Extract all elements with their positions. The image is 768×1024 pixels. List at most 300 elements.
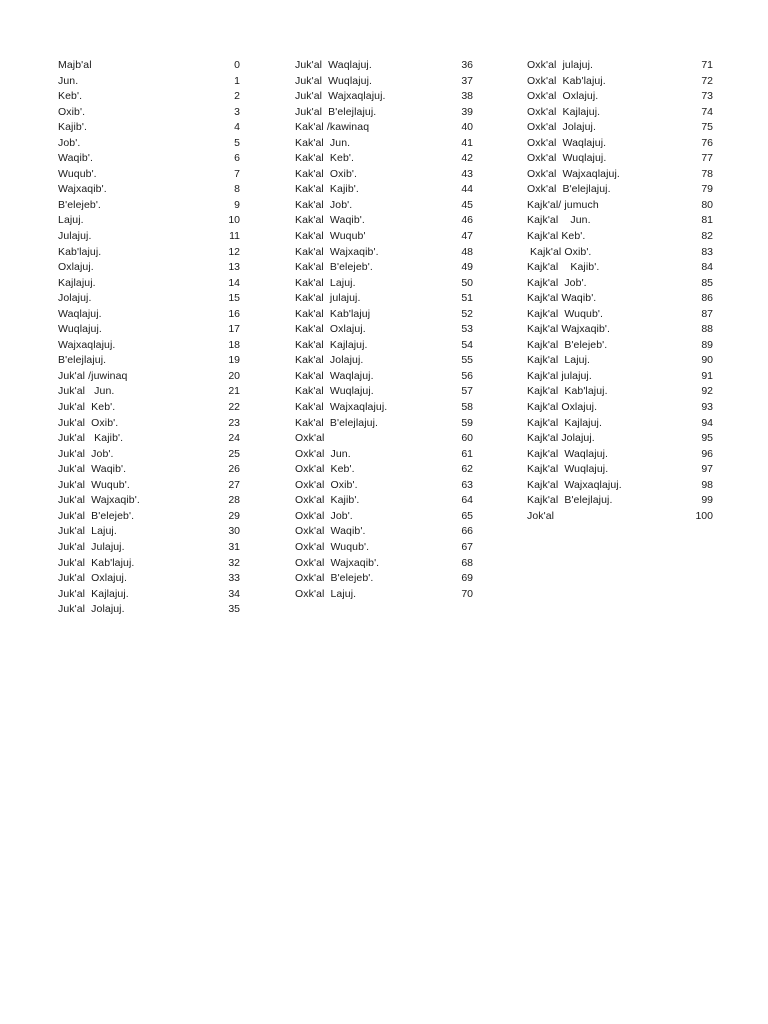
number-value: 40 [461,121,473,134]
number-word: Kak'al B'elejlajuj. [295,416,379,429]
number-word: Juk'al Oxlajuj. [58,572,127,585]
number-word: Oxk'al Wajxaqlajuj. [527,167,620,180]
number-word: Juk'al Lajuj. [58,525,117,538]
number-row [527,462,713,478]
number-row [58,120,240,136]
number-value: 5 [234,136,240,149]
number-row [295,136,473,152]
number-word: Juk'al B'elejlajuj. [295,105,377,118]
number-row [295,182,473,198]
number-word: Juk'al Wajxaqib'. [58,494,140,507]
number-word: Juk'al Wuqub'. [58,478,130,491]
number-row [527,198,713,214]
number-value: 88 [701,323,713,336]
number-row [527,353,713,369]
number-value: 3 [234,105,240,118]
number-word: Kajk'al B'elejeb'. [527,338,608,351]
number-word: Kajk'al Oxib'. [527,245,592,258]
number-value: 83 [701,245,713,258]
number-word: Kak'al Kajib'. [295,183,359,196]
number-row [58,602,240,618]
number-value: 84 [701,261,713,274]
number-row [295,151,473,167]
number-row [58,276,240,292]
number-row [295,571,473,587]
number-word: Juk'al Jun. [58,385,115,398]
number-value: 61 [461,447,473,460]
number-value: 43 [461,167,473,180]
number-value: 39 [461,105,473,118]
number-row [58,136,240,152]
number-row [295,120,473,136]
number-word: Keb'. [58,90,83,103]
number-value: 70 [461,587,473,600]
number-row [58,556,240,572]
number-row [295,462,473,478]
number-row [527,322,713,338]
number-word: Kajk'al Oxlajuj. [527,401,598,414]
number-word: Waqlajuj. [58,307,102,320]
number-value: 65 [461,509,473,522]
number-row [58,58,240,74]
number-word: Oxk'al Waqlajuj. [527,136,607,149]
number-word: Kajk'al julajuj. [527,369,592,382]
number-word: Oxk'al Kab'lajuj. [527,74,606,87]
number-word: Juk'al Keb'. [58,401,116,414]
number-row [295,322,473,338]
number-row [527,58,713,74]
number-value: 64 [461,494,473,507]
number-row [58,462,240,478]
number-row [58,307,240,323]
number-value: 53 [461,323,473,336]
number-value: 6 [234,152,240,165]
number-word: Wajxaqlajuj. [58,338,116,351]
number-value: 74 [701,105,713,118]
number-word: Jolajuj. [58,292,92,305]
number-word: Oxk'al Wajxaqib'. [295,556,380,569]
number-row [58,384,240,400]
number-word: Wuqlajuj. [58,323,102,336]
number-value: 68 [461,556,473,569]
number-value: 34 [228,587,240,600]
number-value: 0 [234,59,240,71]
number-word: Juk'al Kajlajuj. [58,587,129,600]
number-value: 41 [461,136,473,149]
number-row [295,369,473,385]
number-value: 7 [234,167,240,180]
number-word: Oxib'. [58,105,86,118]
number-row [527,447,713,463]
number-word: Kajk'al Waqib'. [527,292,597,305]
number-row [295,540,473,556]
number-value: 52 [461,307,473,320]
number-word: Kak'al Wajxaqib'. [295,245,379,258]
number-value: 13 [228,261,240,274]
number-value: 9 [234,198,240,211]
number-word: Juk'al Kab'lajuj. [58,556,135,569]
number-word: Oxk'al B'elejeb'. [295,572,374,585]
number-row [527,213,713,229]
number-word: Oxk'al Lajuj. [295,587,357,600]
number-value: 59 [461,416,473,429]
number-word: Juk'al Wuqlajuj. [295,74,373,87]
number-value: 100 [695,509,713,522]
number-row [295,384,473,400]
number-value: 60 [461,432,473,445]
number-value: 12 [228,245,240,258]
number-value: 2 [234,90,240,103]
number-row [295,400,473,416]
number-word: Kajk'al Kajlajuj. [527,416,603,429]
number-word: Kajk'al Wuqlajuj. [527,463,609,476]
number-value: 21 [228,385,240,398]
number-value: 92 [701,385,713,398]
number-value: 25 [228,447,240,460]
number-value: 8 [234,183,240,196]
number-word: Kajk'al Jolajuj. [527,432,595,445]
number-row [58,182,240,198]
number-word: Kab'lajuj. [58,245,102,258]
number-row [527,416,713,432]
number-word: Oxk'al Job'. [295,509,353,522]
number-row [295,338,473,354]
number-value: 38 [461,90,473,103]
number-word: Oxk'al Jolajuj. [527,121,596,134]
number-value: 28 [228,494,240,507]
number-row [527,400,713,416]
number-row [295,353,473,369]
number-value: 36 [461,59,473,71]
number-value: 30 [228,525,240,538]
number-word: Jok'al [527,509,555,522]
number-value: 93 [701,401,713,414]
number-value: 56 [461,369,473,382]
number-row [58,509,240,525]
number-row [527,369,713,385]
number-word: Job'. [58,136,81,149]
number-row [58,322,240,338]
number-word: Juk'al B'elejeb'. [58,509,135,522]
number-value: 46 [461,214,473,227]
number-row [527,493,713,509]
number-word: Oxk'al Oxlajuj. [527,90,599,103]
number-value: 91 [701,369,713,382]
number-word: Kak'al Jolajuj. [295,354,364,367]
number-word: Kak'al Oxlajuj. [295,323,366,336]
number-row [295,493,473,509]
number-word: Oxk'al B'elejlajuj. [527,183,611,196]
number-row [58,524,240,540]
number-word: Jun. [58,74,79,87]
number-value: 75 [701,121,713,134]
number-value: 66 [461,525,473,538]
number-word: Juk'al Waqib'. [58,463,127,476]
number-row [527,136,713,152]
number-row [295,307,473,323]
number-word: Kajib'. [58,121,87,134]
number-value: 86 [701,292,713,305]
number-row [58,245,240,261]
number-value: 23 [228,416,240,429]
number-row [295,58,473,74]
number-row [295,524,473,540]
number-row [295,260,473,276]
number-value: 49 [461,261,473,274]
number-row [295,556,473,572]
number-word: Kak'al Waqib'. [295,214,365,227]
number-word: Kak'al Wuqub' [295,230,366,243]
number-row [58,338,240,354]
number-row [295,509,473,525]
number-value: 71 [701,59,713,71]
number-word: Kajk'al Keb'. [527,230,586,243]
number-value: 90 [701,354,713,367]
number-word: Majb'al [58,59,92,71]
number-value: 80 [701,198,713,211]
number-row [295,105,473,121]
number-word: Oxk'al Jun. [295,447,351,460]
number-value: 31 [228,540,240,553]
number-value: 79 [701,183,713,196]
number-word: Oxlajuj. [58,261,94,274]
number-word: Juk'al Job'. [58,447,114,460]
number-row [527,431,713,447]
number-row [527,182,713,198]
number-word: Oxk'al Kajlajuj. [527,105,601,118]
number-column-2 [295,58,473,602]
number-word: Kajk'al/ jumuch [527,198,599,211]
number-word: Kajk'al Jun. [527,214,591,227]
number-row [527,167,713,183]
number-value: 1 [234,74,240,87]
number-value: 78 [701,167,713,180]
number-word: Oxk'al [295,432,325,445]
number-value: 77 [701,152,713,165]
number-word: Kajk'al Wajxaqlajuj. [527,478,622,491]
number-word: Oxk'al Kajib'. [295,494,360,507]
number-row [295,167,473,183]
number-word: Juk'al Waqlajuj. [295,59,372,71]
number-value: 81 [701,214,713,227]
number-word: Julajuj. [58,230,92,243]
number-row [527,89,713,105]
number-row [58,89,240,105]
number-value: 72 [701,74,713,87]
number-word: Oxk'al Oxib'. [295,478,358,491]
number-value: 95 [701,432,713,445]
number-row [295,245,473,261]
number-row [295,291,473,307]
number-value: 27 [228,478,240,491]
number-word: Oxk'al Keb'. [295,463,355,476]
number-word: Oxk'al Wuqub'. [295,540,370,553]
number-value: 62 [461,463,473,476]
number-row [527,245,713,261]
number-word: Kajk'al Wuqub'. [527,307,604,320]
number-word: Juk'al /juwinaq [58,369,128,382]
number-value: 33 [228,572,240,585]
number-value: 32 [228,556,240,569]
number-value: 10 [228,214,240,227]
number-value: 18 [228,338,240,351]
number-row [58,74,240,90]
number-row [527,74,713,90]
number-row [527,478,713,494]
number-word: Kajlajuj. [58,276,96,289]
number-row [58,353,240,369]
number-row [295,447,473,463]
number-word: Kak'al Oxib'. [295,167,358,180]
number-row [58,369,240,385]
number-value: 73 [701,90,713,103]
number-row [295,229,473,245]
number-value: 97 [701,463,713,476]
number-row [58,198,240,214]
number-word: Juk'al Oxib'. [58,416,119,429]
number-word: Kajk'al Job'. [527,276,587,289]
number-value: 37 [461,74,473,87]
number-value: 20 [228,369,240,382]
number-word: Kajk'al Kab'lajuj. [527,385,608,398]
number-row [527,120,713,136]
number-value: 94 [701,416,713,429]
number-value: 15 [228,292,240,305]
number-row [58,540,240,556]
number-word: Juk'al Jolajuj. [58,603,125,616]
number-row [58,167,240,183]
number-value: 55 [461,354,473,367]
number-row [295,416,473,432]
number-row [58,105,240,121]
number-row [295,89,473,105]
number-row [58,493,240,509]
number-column-3 [527,58,713,524]
number-word: Kak'al Wuqlajuj. [295,385,374,398]
number-value: 96 [701,447,713,460]
number-word: Kajk'al Lajuj. [527,354,591,367]
number-row [58,291,240,307]
number-value: 87 [701,307,713,320]
number-value: 50 [461,276,473,289]
number-word: Waqib'. [58,152,93,165]
number-row [527,384,713,400]
number-word: Kak'al Lajuj. [295,276,356,289]
number-word: Kajk'al B'elejlajuj. [527,494,613,507]
number-word: Juk'al Julajuj. [58,540,125,553]
number-row [58,260,240,276]
number-value: 19 [228,354,240,367]
number-word: Kajk'al Kajib'. [527,261,600,274]
number-row [58,571,240,587]
number-value: 57 [461,385,473,398]
number-value: 45 [461,198,473,211]
number-row [295,213,473,229]
number-word: Kak'al Jun. [295,136,351,149]
number-row [58,447,240,463]
number-column-1 [58,58,240,618]
number-row [58,400,240,416]
number-value: 14 [228,276,240,289]
number-value: 22 [228,401,240,414]
number-row [58,431,240,447]
number-word: Kajk'al Wajxaqib'. [527,323,611,336]
number-row [527,307,713,323]
number-word: B'elejeb'. [58,198,101,211]
number-value: 26 [228,463,240,476]
number-value: 82 [701,230,713,243]
number-word: B'elejlajuj. [58,354,107,367]
number-value: 48 [461,245,473,258]
number-value: 69 [461,572,473,585]
number-row [58,587,240,603]
number-word: Juk'al Wajxaqlajuj. [295,90,386,103]
number-word: Kak'al Wajxaqlajuj. [295,401,388,414]
number-value: 89 [701,338,713,351]
number-value: 35 [228,603,240,616]
number-value: 51 [461,292,473,305]
number-row [527,338,713,354]
number-row [527,229,713,245]
number-value: 47 [461,230,473,243]
number-word: Kak'al julajuj. [295,292,361,305]
number-word: Kak'al Job'. [295,198,353,211]
number-value: 24 [228,432,240,445]
number-word: Kajk'al Waqlajuj. [527,447,609,460]
number-row [295,276,473,292]
number-word: Oxk'al Waqib'. [295,525,366,538]
number-word: Oxk'al julajuj. [527,59,594,71]
number-word: Kak'al /kawinaq [295,121,370,134]
number-row [295,198,473,214]
number-value: 63 [461,478,473,491]
number-row [58,151,240,167]
number-word: Oxk'al Wuqlajuj. [527,152,607,165]
number-word: Kak'al Kajlajuj. [295,338,368,351]
number-row [295,431,473,447]
number-row [58,229,240,245]
number-row [58,478,240,494]
number-row [295,74,473,90]
number-row [58,416,240,432]
number-word: Kak'al Waqlajuj. [295,369,374,382]
number-word: Kak'al Kab'lajuj [295,307,371,320]
number-row [527,105,713,121]
number-value: 4 [234,121,240,134]
number-value: 58 [461,401,473,414]
number-row [295,478,473,494]
number-value: 98 [701,478,713,491]
number-word: Wajxaqib'. [58,183,107,196]
number-value: 16 [228,307,240,320]
number-row [295,587,473,603]
number-value: 11 [229,230,240,243]
number-value: 17 [228,323,240,336]
number-word: Lajuj. [58,214,84,227]
number-value: 67 [461,540,473,553]
number-value: 29 [228,509,240,522]
number-row [527,291,713,307]
number-value: 42 [461,152,473,165]
number-value: 44 [461,183,473,196]
number-row [527,509,713,525]
number-row [527,276,713,292]
number-value: 76 [701,136,713,149]
number-word: Juk'al Kajib'. [58,432,124,445]
number-row [58,213,240,229]
number-row [527,151,713,167]
number-value: 54 [461,338,473,351]
